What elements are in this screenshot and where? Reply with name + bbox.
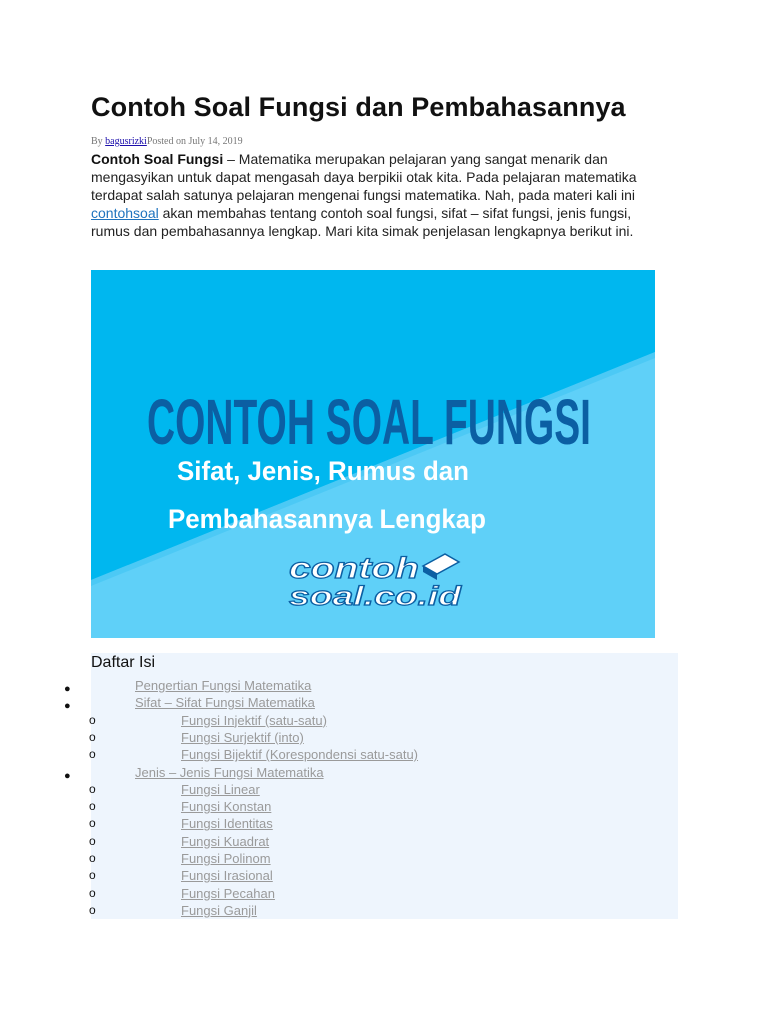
toc-link[interactable]: Jenis – Jenis Fungsi Matematika — [135, 764, 324, 780]
posted-date: Posted on July 14, 2019 — [146, 136, 243, 147]
toc-link[interactable]: Fungsi Pecahan — [181, 885, 275, 901]
featured-image — [91, 270, 655, 638]
author-link[interactable]: bagusrizki — [105, 136, 147, 147]
toc-link[interactable]: Fungsi Irasional — [181, 868, 273, 884]
bullet-circle-icon: o — [89, 851, 96, 865]
bullet-circle-icon: o — [89, 902, 96, 917]
bullet-circle-icon: o — [89, 799, 96, 814]
bullet-circle-icon: o — [89, 816, 96, 831]
table-of-contents — [64, 653, 678, 919]
banner-headline: CONTOH SOAL FUNGSI — [147, 386, 591, 458]
banner-subline-2: Pembahasannya Lengkap — [168, 504, 486, 534]
site-logo — [289, 552, 462, 611]
bullet-circle-icon: o — [89, 781, 96, 796]
bullet-dot-icon: ● — [64, 769, 71, 782]
toc-title: Daftar Isi — [91, 654, 156, 671]
byline — [91, 136, 243, 147]
banner-graphic — [91, 270, 655, 638]
bullet-circle-icon: o — [89, 747, 96, 762]
bullet-dot-icon: ● — [64, 700, 71, 713]
toc-link[interactable]: Fungsi Surjektif (into) — [181, 729, 304, 745]
logo-text-bottom: soal.co.id — [289, 581, 462, 611]
intro-text-2: akan membahas tentang contoh soal fungsi, sifat – sifat fungsi, jenis fungsi, rumus dan pembahasannya lengkap. Mari kita simak penjelasan lengkapnya berikut ini. — [91, 205, 634, 239]
toc-link[interactable]: Fungsi Ganjil — [181, 902, 257, 918]
byline-prefix: By — [91, 136, 106, 147]
bullet-circle-icon: o — [89, 833, 96, 848]
toc-link[interactable]: Fungsi Polinom — [181, 851, 271, 866]
bullet-circle-icon: o — [89, 885, 96, 900]
page-title: Contoh Soal Fungsi dan Pembahasannya — [91, 92, 626, 122]
intro-text-1: – Matematika merupakan pelajaran yang sangat menarik dan mengasyikan untuk dapat mengasah daya berpikii otak kita. Pada pelajaran matematika terdapat salah satunya pelajaran mengenai fungsi matematika. Nah, pada materi kali ini — [91, 151, 637, 203]
banner-subline-1: Sifat, Jenis, Rumus dan — [177, 456, 469, 486]
bullet-circle-icon: o — [89, 868, 96, 883]
bullet-circle-icon: o — [89, 729, 96, 744]
contohsoal-link[interactable]: contohsoal — [91, 205, 159, 221]
toc-link[interactable]: Pengertian Fungsi Matematika — [135, 678, 312, 693]
intro-paragraph — [91, 150, 661, 240]
toc-link[interactable]: Sifat – Sifat Fungsi Matematika — [135, 695, 315, 711]
logo-text-top: contoh — [289, 552, 419, 585]
toc-link[interactable]: Fungsi Identitas — [181, 816, 273, 832]
bullet-circle-icon: o — [89, 712, 96, 727]
toc-link[interactable]: Fungsi Konstan — [181, 799, 272, 815]
toc-link[interactable]: Fungsi Kuadrat — [181, 833, 270, 849]
toc-link[interactable]: Fungsi Injektif (satu-satu) — [181, 712, 327, 728]
toc-link[interactable]: Fungsi Bijektif (Korespondensi satu-satu) — [181, 747, 419, 763]
intro-bold: Contoh Soal Fungsi — [91, 151, 224, 167]
toc-link[interactable]: Fungsi Linear — [181, 781, 260, 797]
bullet-dot-icon: ● — [64, 683, 71, 695]
